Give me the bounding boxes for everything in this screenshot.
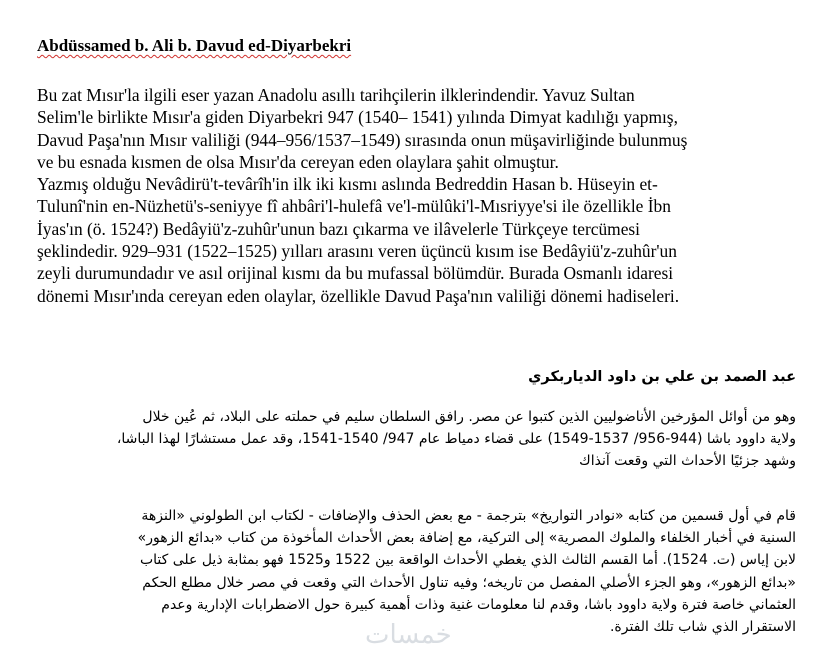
turkish-line: dönemi Mısır'ında cereyan eden olaylar, özellikle Davud Paşa'nın valiliği dönemi hadiseleri.: [37, 285, 680, 306]
arabic-line: وشهد جزئيًا الأحداث التي وقعت آنذاك: [579, 453, 796, 470]
arabic-title: عبد الصمد بن علي بن داود الدياربكري: [528, 369, 796, 385]
arabic-paragraph-2: [36, 505, 796, 638]
turkish-line: Davud Paşa'nın Mısır valiliği (944–956/1537–1549) sırasında onun müşavirliğinde bulunmuş: [37, 129, 688, 150]
arabic-line: وهو من أوائل المؤرخين الأناضوليين الذين كتبوا عن مصر. رافق السلطان سليم في حملته على البلاد، ثم عُين خلال: [142, 409, 796, 425]
arabic-line: لابن إياس (ت. 1524). أما القسم الثالث الذي يغطي الأحداث الواقعة بين 1522 و1525 فهو بمثابة ذيل على كتاب: [139, 552, 796, 569]
turkish-title: Abdüssamed b. Ali b. Davud ed-Diyarbekri: [37, 36, 352, 55]
arabic-line: العثماني خاصة فترة ولاية داوود باشا، وقدم لنا معلومات غنية وذات أهمية كبيرة حول الاضطرابات الإدارية وعدم: [161, 596, 796, 613]
turkish-paragraph: [37, 84, 797, 307]
turkish-line: Yazmış olduğu Nevâdirü't-tevârîh'in ilk iki kısmı aslında Bedreddin Hasan b. Hüseyin et-: [37, 174, 658, 195]
turkish-line: Selim'le birlikte Mısır'a giden Diyarbekri 947 (1540– 1541) yılında Dimyat kadılığı yapmış,: [37, 107, 678, 128]
turkish-line: ve bu esnada kısmen de olsa Mısır'da cereyan eden olaylara şahit olmuştur.: [37, 151, 559, 172]
arabic-paragraph-1: [36, 406, 796, 473]
arabic-line: الاستقرار الذي شاب تلك الفترة.: [609, 619, 796, 636]
turkish-line: Tulunî'nin en-Nüzhetü's-seniyye fî ahbâri'l-hulefâ ve'l-mülûki'l-Mısriyye'si ile özellikle İbn: [37, 196, 671, 217]
arabic-line: السنية في أخبار الخلفاء والملوك المصرية» إلى التركية، مع إضافة بعض الأحداث المأخوذة من كتاب «بدائع الزهور»: [137, 530, 796, 547]
arabic-line: ولاية داوود باشا (944-956/ 1537-1549) على قضاء دمياط عام 947/ 1540-1541، وقد عمل مستشارًا لهذا الباشا،: [116, 431, 796, 448]
turkish-line: zeyli durumundadır ve asıl orijinal kısmı da bu mufassal bölümdür. Burada Osmanlı idaresi: [37, 263, 674, 284]
turkish-line: şeklindedir. 929–931 (1522–1525) yılları arasını veren üçüncü kısım ise Bedâyiü'z-zuhûr'un: [37, 241, 677, 262]
turkish-line: Bu zat Mısır'la ilgili eser yazan Anadolu asıllı tarihçilerin ilklerindendir. Yavuz Sultan: [37, 85, 635, 105]
arabic-line: قام في أول قسمين من كتابه «نوادر التواريخ» بترجمة - مع بعض الحذف والإضافات - لكتاب ابن الطولوني «النزهة: [141, 508, 796, 524]
arabic-line: «بدائع الزهور»، وهو الجزء الأصلي المفصل من تاريخه؛ وفيه تناول الأحداث التي وقعت في مصر خلال مطلع الحكم: [142, 574, 796, 591]
watermark-logo: خمسات: [365, 620, 452, 650]
turkish-line: İyas'ın (ö. 1524?) Bedâyiü'z-zuhûr'unun bazı çıkarma ve ilâvelerle Türkçeye tercümesi: [37, 218, 641, 239]
